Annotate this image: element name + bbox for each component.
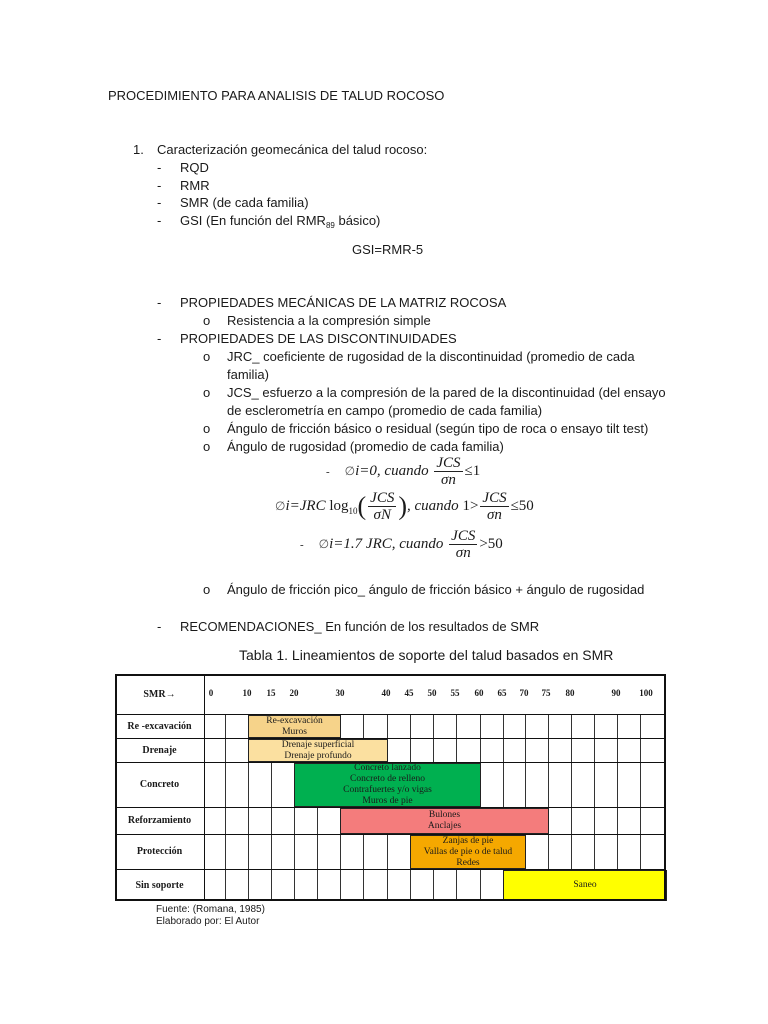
jcs-line2: de esclerometría en campo (promedio de cada familia) (227, 403, 543, 418)
eq2-relation: ≤50 (510, 497, 534, 514)
smr-tick-label: 50 (427, 688, 437, 698)
list-item-smr: SMR (de cada familia) (180, 195, 309, 210)
smr-tick-label: 55 (450, 688, 460, 698)
list-item-rmr: RMR (180, 178, 210, 193)
eq1-numerator: JCS (436, 455, 461, 471)
pico-item: Ángulo de fricción pico_ ángulo de fricción básico + ángulo de rugosidad (227, 582, 645, 597)
eq2-denominator: σN (373, 507, 391, 523)
table-row-label: Sin soporte (135, 879, 184, 891)
eq1-denominator: σn (440, 472, 456, 488)
support-band-text: Drenaje profundo (284, 750, 352, 761)
support-band-text: Anclajes (427, 821, 462, 831)
table-row-label: Protección (136, 846, 183, 857)
smr-tick-label: 75 (541, 688, 551, 698)
eq2-denominator-2: σn (487, 507, 502, 523)
gsi-subscript: 89 (325, 221, 335, 230)
table-frame (115, 674, 666, 901)
gsi-prefix: GSI (En función del RMR (180, 213, 326, 228)
smr-tick-label: 15 (266, 688, 276, 698)
eq1-cond: , cuando (376, 462, 429, 479)
smr-header-label: SMR→ (143, 688, 176, 700)
dash-bullet: - (157, 295, 162, 310)
jcs-line1: JCS_ esfuerzo a la compresión de la pared de la discontinuidad (del ensayo (227, 385, 666, 400)
rugosidad-item: Ángulo de rugosidad (promedio de cada familia) (227, 439, 504, 454)
list-item-gsi (180, 212, 380, 234)
support-band-text: Drenaje superficial (281, 739, 355, 750)
smr-tick-label: 60 (474, 688, 484, 698)
list-item-rqd: RQD (180, 160, 209, 175)
friccion-item: Ángulo de fricción básico o residual (según tipo de roca o ensayo tilt test) (227, 421, 649, 436)
support-band-text: Bulones (428, 810, 461, 820)
eq3-numerator: JCS (451, 528, 476, 544)
phi-icon: ∅ (344, 463, 356, 478)
phi-icon: ∅ (318, 536, 330, 551)
jrc-line2: familia) (227, 367, 269, 382)
recomendaciones-heading: RECOMENDACIONES_ En función de los resultados de SMR (180, 619, 540, 634)
support-band-text: Contrafuertes y/o vigas (343, 785, 432, 795)
dash-bullet: - (157, 195, 162, 210)
page-title: PROCEDIMIENTO PARA ANALISIS DE TALUD ROCOSO (108, 88, 445, 103)
smr-tick-label: 70 (519, 688, 529, 698)
circle-bullet: o (203, 421, 211, 436)
support-band-text: Concreto de relleno (350, 774, 425, 784)
support-band-text: Muros (282, 726, 307, 737)
smr-tick-label: 100 (639, 688, 653, 698)
section-number: 1. (133, 142, 144, 157)
smr-tick-label: 80 (565, 688, 575, 698)
eq2-log: log (329, 497, 349, 514)
eq3-cond: , cuando (391, 535, 444, 552)
phi-icon: ∅ (275, 498, 286, 513)
eq1-relation: ≤1 (464, 462, 481, 479)
eq2-log-base: 10 (348, 505, 358, 516)
gsi-suffix: básico) (334, 213, 381, 228)
dash-bullet: - (157, 213, 162, 228)
circle-bullet: o (203, 349, 211, 364)
equation-2: ∅i=JRC $\log_{10}$( $\frac{\text{JCS}}{\sigma N}$ ), cuando 1> $\frac{\text{JCS}}{\sigma n}$ ≤50 (275, 490, 534, 523)
support-band-text: Re-excavación (266, 715, 323, 726)
smr-tick-label: 20 (289, 688, 299, 698)
smr-tick-label: 10 (242, 688, 252, 698)
dash-bullet: - (157, 160, 162, 175)
circle-bullet: o (203, 582, 211, 597)
eq1-lhs: i=0 (355, 462, 377, 479)
support-band-text: Vallas de pie o de talud (423, 846, 513, 857)
table-caption: Tabla 1. Lineamientos de soporte del talud basados en SMR (239, 647, 614, 663)
jrc-line1: JRC_ coeficiente de rugosidad de la discontinuidad (promedio de cada (227, 349, 635, 364)
dash-bullet: - (157, 178, 162, 193)
support-band-text: Concreto lanzado (354, 763, 421, 773)
smr-tick-label: 30 (335, 688, 345, 698)
eq2-numerator-2: JCS (482, 490, 507, 506)
eq3-denominator: σn (455, 545, 471, 561)
smr-support-table (115, 674, 666, 901)
smr-tick-label: 45 (404, 688, 414, 698)
matriz-item: Resistencia a la compresión simple (227, 313, 431, 328)
source-note: Fuente: (Romana, 1985) (156, 904, 265, 915)
smr-tick-label: 40 (381, 688, 391, 698)
dash-bullet: - (157, 331, 162, 346)
dash-bullet: - (157, 619, 162, 634)
table-row-label: Re -excavación (127, 720, 192, 732)
table-row-label: Concreto (139, 779, 180, 790)
section-heading: Caracterización geomecánica del talud rocoso: (157, 142, 428, 157)
eq2-numerator: JCS (370, 490, 395, 506)
equation-3: - ∅i=1.7 JRC, cuando $\frac{\text{JCS}}{\sigma n}$ >50 (300, 528, 503, 561)
circle-bullet: o (203, 385, 211, 400)
table-row-label: Reforzamiento (127, 815, 192, 826)
smr-tick-label: 0 (208, 688, 214, 698)
table-row-label: Drenaje (142, 744, 177, 756)
support-band-text: Muros de pie (362, 796, 413, 806)
support-band-text: Redes (456, 857, 480, 868)
eq3-relation: >50 (479, 535, 503, 552)
circle-bullet: o (203, 313, 211, 328)
smr-tick-label: 90 (611, 688, 621, 698)
support-band-text: Zanjas de pie (442, 835, 494, 846)
author-note: Elaborado por: El Autor (156, 916, 260, 927)
eq2-cond: , cuando (407, 497, 459, 514)
gsi-formula: GSI=RMR-5 (352, 242, 424, 257)
eq3-lhs: i=1.7 JRC (329, 535, 392, 552)
circle-bullet: o (203, 439, 211, 454)
matriz-heading: PROPIEDADES MECÁNICAS DE LA MATRIZ ROCOSA (180, 295, 507, 310)
smr-tick-label: 65 (497, 688, 507, 698)
equation-1: - ∅i=0, cuando $\frac{\text{JCS}}{\sigma n}$ ≤1 (326, 455, 481, 488)
disc-heading: PROPIEDADES DE LAS DISCONTINUIDADES (180, 331, 457, 346)
eq2-lhs: i=JRC (285, 497, 326, 514)
support-band-text: Saneo (573, 880, 597, 890)
eq2-pre: 1> (462, 497, 479, 514)
